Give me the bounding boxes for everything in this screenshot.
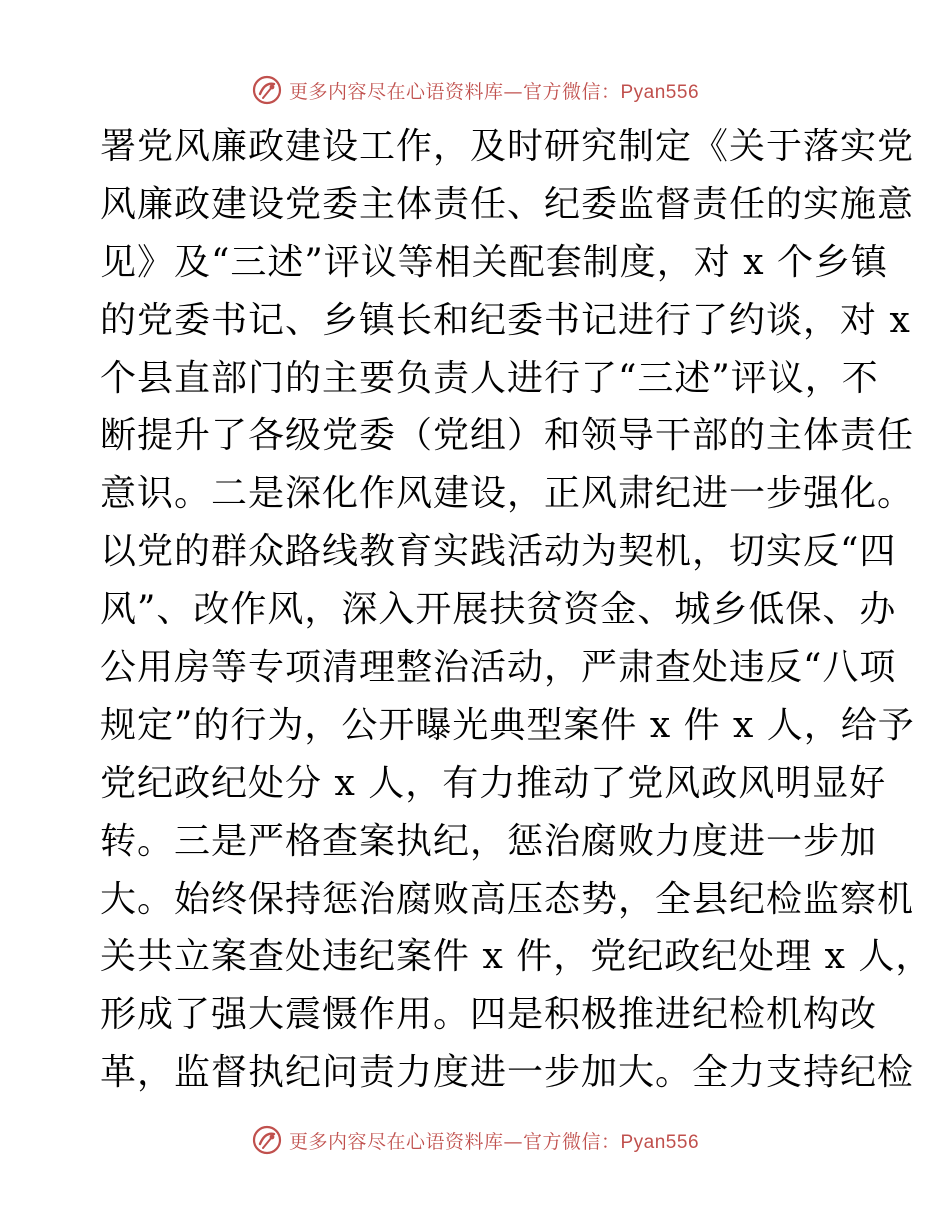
brand-logo-icon [251,1124,283,1156]
document-body [100,118,933,1102]
body-line: 以党的群众路线教育实践活动为契机，切实反“四 [100,531,897,573]
body-line: 的党委书记、乡镇长和纪委书记进行了约谈，对 x [100,299,911,341]
footer-banner-text [289,1127,699,1154]
body-line: 形成了强大震慑作用。四是积极推进纪检机构改 [100,994,878,1036]
body-line: 转。三是严格查案执纪，惩治腐败力度进一步加 [100,820,878,862]
header-banner-label: 更多内容尽在心语资料库—官方微信： [288,80,621,103]
header-banner [0,70,950,110]
body-line: 革，监督执纪问责力度进一步加大。全力支持纪检 [100,1052,915,1094]
body-line: 个县直部门的主要负责人进行了“三述”评议，不 [100,357,879,399]
body-line: 署党风廉政建设工作，及时研究制定《关于落实党 [100,126,915,167]
body-line: 党纪政纪处分 x 人，有力推动了党风政风明显好 [100,762,887,804]
footer-banner-label: 更多内容尽在心语资料库—官方微信： [288,1130,621,1153]
brand-logo-icon [251,74,283,106]
header-banner-text [289,77,699,104]
body-line: 风”、改作风，深入开展扶贫资金、城乡低保、办 [100,589,897,631]
body-line: 意识。二是深化作风建设，正风肃纪进一步强化。 [100,473,915,515]
body-line: 规定”的行为，公开曝光典型案件 x 件 x 人，给予 [100,704,915,746]
footer-banner [0,1120,950,1160]
body-line: 风廉政建设党委主体责任、纪委监督责任的实施意 [100,183,915,225]
header-wechat-id: Pyan556 [620,81,700,103]
body-line: 大。始终保持惩治腐败高压态势，全县纪检监察机 [100,878,915,920]
body-line: 公用房等专项清理整治活动，严肃查处违反“八项 [100,647,897,689]
footer-wechat-id: Pyan556 [620,1131,700,1153]
body-line: 关共立案查处违纪案件 x 件，党纪政纪处理 x 人， [100,936,933,978]
body-line: 断提升了各级党委（党组）和领导干部的主体责任 [100,415,915,457]
body-line: 见》及“三述”评议等相关配套制度，对 x 个乡镇 [100,241,888,283]
